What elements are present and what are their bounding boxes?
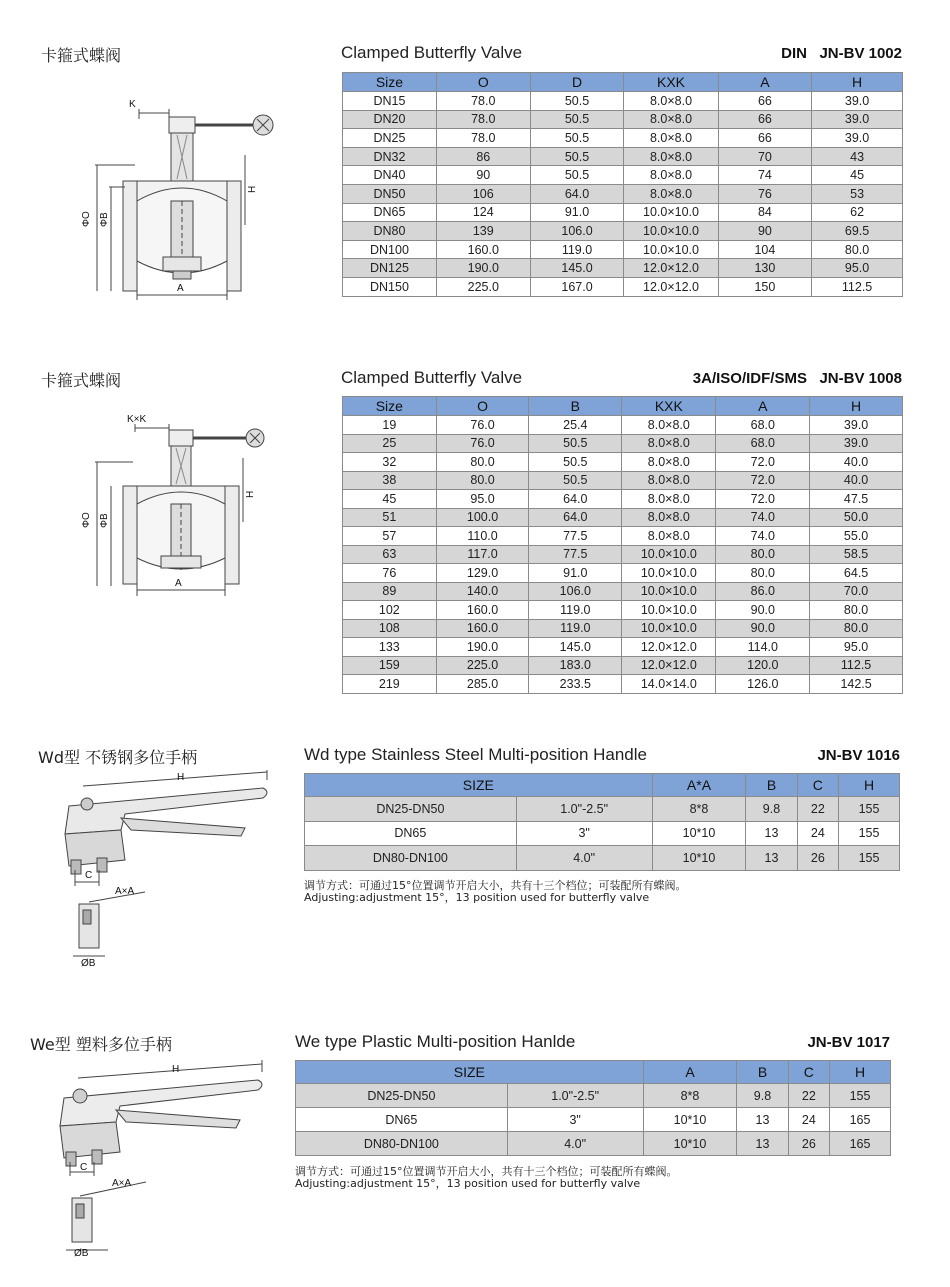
table-cell: 10*10 (652, 846, 746, 871)
dim-axa-label: A×A (115, 886, 135, 897)
table-row (296, 1132, 891, 1156)
table-cell: 84 (718, 203, 812, 222)
table-cell: 80.0 (810, 601, 903, 620)
table-cell: 1.0"-2.5" (507, 1084, 643, 1108)
table-cell: 50.5 (530, 166, 624, 185)
table-cell: 91.0 (529, 564, 622, 583)
table-cell: DN65 (296, 1108, 508, 1132)
section4-note (295, 1166, 678, 1190)
table-cell: 8.0×8.0 (624, 92, 718, 111)
table-cell: 233.5 (529, 675, 622, 694)
table-header-row (305, 774, 900, 797)
column-header: D (530, 73, 624, 92)
column-header: H (830, 1061, 891, 1084)
table-row (343, 434, 903, 453)
table-cell: 39.0 (812, 92, 903, 111)
table-cell: 24 (788, 1108, 830, 1132)
table-cell: 110.0 (436, 527, 529, 546)
table-cell: 12.0×12.0 (622, 656, 716, 675)
table-cell: 100.0 (436, 508, 529, 527)
table-cell: 74.0 (716, 527, 810, 546)
section4-en-title: We type Plastic Multi-position Hanlde (295, 1032, 576, 1051)
table-cell: 55.0 (810, 527, 903, 546)
table-cell: 225.0 (436, 277, 530, 296)
table-cell: 45 (343, 490, 437, 509)
table-cell: 90 (718, 222, 812, 241)
section4-product-code: JN-BV 1017 (807, 1034, 890, 1051)
table-cell: 219 (343, 675, 437, 694)
table-cell: 32 (343, 453, 437, 472)
table-cell: 106 (436, 184, 530, 203)
column-header: A (718, 73, 812, 92)
table-cell: 95.0 (810, 638, 903, 657)
table-cell: 50.5 (530, 147, 624, 166)
table-cell: 4.0" (507, 1132, 643, 1156)
table-cell: 43 (812, 147, 903, 166)
table-cell: 4.0" (516, 846, 652, 871)
table-row (343, 184, 903, 203)
table-cell: 225.0 (436, 656, 529, 675)
handle-drawing-wd (55, 770, 275, 970)
column-header: Size (343, 73, 437, 92)
table-cell: 90 (436, 166, 530, 185)
table-cell: 155 (839, 846, 900, 871)
column-header: B (737, 1061, 788, 1084)
table-cell: 95.0 (812, 259, 903, 278)
table-row (305, 846, 900, 871)
table-row (343, 638, 903, 657)
section2-cn-title: 卡箍式蝶阀 (41, 371, 122, 390)
table-cell: 165 (830, 1132, 891, 1156)
table-cell: 8.0×8.0 (622, 527, 716, 546)
table-row (343, 147, 903, 166)
table-row (305, 821, 900, 846)
table-cell: 22 (788, 1084, 830, 1108)
table-cell: 155 (839, 821, 900, 846)
table-cell: 10.0×10.0 (622, 601, 716, 620)
dim-kxk-label: K×K (127, 414, 147, 425)
table-cell: 8.0×8.0 (622, 453, 716, 472)
table-cell: 74 (718, 166, 812, 185)
table-cell: DN80-DN100 (305, 846, 517, 871)
valve-drawing-2 (75, 410, 275, 600)
table-cell: DN125 (343, 259, 437, 278)
table-cell: 13 (737, 1108, 788, 1132)
table-row (343, 508, 903, 527)
table-cell: 124 (436, 203, 530, 222)
table-cell: 106.0 (530, 222, 624, 241)
table-cell: 130 (718, 259, 812, 278)
table-cell: 8.0×8.0 (622, 508, 716, 527)
table-row (296, 1108, 891, 1132)
section3-en-title: Wd type Stainless Steel Multi-position Handle (304, 745, 647, 764)
table-cell: 3" (507, 1108, 643, 1132)
table-cell: 119.0 (529, 601, 622, 620)
table-row (343, 564, 903, 583)
table-cell: 80.0 (812, 240, 903, 259)
table-cell: 47.5 (810, 490, 903, 509)
table-cell: 63 (343, 545, 437, 564)
table-cell: 104 (718, 240, 812, 259)
section2-en-title: Clamped Butterfly Valve (341, 368, 523, 387)
table-cell: 3" (516, 821, 652, 846)
table-cell: 78.0 (436, 129, 530, 148)
column-header: O (436, 73, 530, 92)
table-cell: 76.0 (436, 434, 529, 453)
section2-product-code: 3A/ISO/IDF/SMS JN-BV 1008 (692, 370, 902, 387)
section3-cn-title: Wd型 不锈钢多位手柄 (38, 748, 198, 767)
dim-h-label: H (177, 772, 185, 783)
table-cell: 285.0 (436, 675, 529, 694)
table-cell: 10.0×10.0 (622, 545, 716, 564)
table-cell: DN40 (343, 166, 437, 185)
table-cell: 80.0 (436, 453, 529, 472)
table-cell: 160.0 (436, 619, 529, 638)
table-cell: 190.0 (436, 638, 529, 657)
dim-h-label: H (247, 185, 258, 193)
table-cell: 142.5 (810, 675, 903, 694)
table-cell: 102 (343, 601, 437, 620)
table-row (343, 453, 903, 472)
table-cell: 50.5 (529, 434, 622, 453)
column-header: A (716, 397, 810, 416)
table-cell: 77.5 (529, 527, 622, 546)
column-header: KXK (624, 73, 718, 92)
table-cell: 91.0 (530, 203, 624, 222)
table-cell: 69.5 (812, 222, 903, 241)
table-row (343, 545, 903, 564)
table-cell: 50.5 (530, 92, 624, 111)
dim-c-label: C (85, 870, 93, 881)
table-row (343, 166, 903, 185)
section1-cn-title: 卡箍式蝶阀 (41, 46, 122, 65)
table-cell: 112.5 (810, 656, 903, 675)
dim-k-label: K (129, 99, 136, 110)
table-cell: 8.0×8.0 (622, 434, 716, 453)
table-cell: 90.0 (716, 619, 810, 638)
table-cell: 13 (746, 821, 797, 846)
dim-h-label: H (172, 1064, 180, 1075)
table-cell: 72.0 (716, 490, 810, 509)
table-cell: 58.5 (810, 545, 903, 564)
table-row (343, 527, 903, 546)
table-cell: 8.0×8.0 (622, 490, 716, 509)
table-cell: 39.0 (812, 110, 903, 129)
table-cell: 140.0 (436, 582, 529, 601)
table-cell: 39.0 (810, 416, 903, 435)
table-cell: 86 (436, 147, 530, 166)
table-cell: 53 (812, 184, 903, 203)
table-cell: 183.0 (529, 656, 622, 675)
table-cell: 95.0 (436, 490, 529, 509)
section3-product-code: JN-BV 1016 (817, 747, 900, 764)
table-cell: DN65 (305, 821, 517, 846)
table-cell: 117.0 (436, 545, 529, 564)
table-cell: 8.0×8.0 (622, 416, 716, 435)
table-cell: 72.0 (716, 471, 810, 490)
column-header: H (839, 774, 900, 797)
handle-drawing-we (50, 1058, 270, 1258)
table-cell: DN25-DN50 (296, 1084, 508, 1108)
dim-b-label: ØB (74, 1248, 89, 1258)
table-cell: 8.0×8.0 (622, 471, 716, 490)
column-header: SIZE (296, 1061, 644, 1084)
spec-table-3 (304, 773, 900, 871)
table-cell: 50.5 (530, 110, 624, 129)
table-cell: 12.0×12.0 (624, 259, 718, 278)
spec-table-4 (295, 1060, 891, 1156)
table-cell: 50.5 (529, 471, 622, 490)
table-row (343, 601, 903, 620)
column-header: C (797, 774, 839, 797)
table-cell: 112.5 (812, 277, 903, 296)
table-cell: 10*10 (643, 1132, 737, 1156)
table-cell: 10*10 (652, 821, 746, 846)
table-cell: 80.0 (810, 619, 903, 638)
column-header: SIZE (305, 774, 653, 797)
table-cell: 38 (343, 471, 437, 490)
table-cell: 50.5 (529, 453, 622, 472)
column-header: B (746, 774, 797, 797)
table-row (343, 110, 903, 129)
table-row (343, 259, 903, 278)
note-cn: 调节方式：可通过15°位置调节开启大小，共有十三个档位；可装配所有蝶阀。 (304, 879, 687, 892)
spec-table-2 (342, 396, 903, 694)
table-cell: 165 (830, 1108, 891, 1132)
table-cell: 10*10 (643, 1108, 737, 1132)
table-row (343, 490, 903, 509)
table-header-row (296, 1061, 891, 1084)
dim-axa-label: A×A (112, 1178, 132, 1189)
table-row (343, 129, 903, 148)
table-cell: 66 (718, 92, 812, 111)
table-cell: 62 (812, 203, 903, 222)
table-cell: 70.0 (810, 582, 903, 601)
table-row (296, 1084, 891, 1108)
table-cell: 39.0 (810, 434, 903, 453)
dim-b-label: ØB (81, 958, 96, 969)
table-cell: 119.0 (529, 619, 622, 638)
table-cell: DN20 (343, 110, 437, 129)
section4-cn-title: We型 塑料多位手柄 (30, 1035, 172, 1054)
table-cell: 160.0 (436, 240, 530, 259)
table-cell: 50.0 (810, 508, 903, 527)
column-header: Size (343, 397, 437, 416)
table-cell: 133 (343, 638, 437, 657)
table-cell: DN25 (343, 129, 437, 148)
table-cell: 78.0 (436, 110, 530, 129)
table-cell: 64.0 (529, 490, 622, 509)
table-cell: 10.0×10.0 (622, 619, 716, 638)
column-header: B (529, 397, 622, 416)
column-header: A*A (652, 774, 746, 797)
table-cell: DN25-DN50 (305, 797, 517, 822)
table-cell: 120.0 (716, 656, 810, 675)
table-cell: 57 (343, 527, 437, 546)
table-cell: DN65 (343, 203, 437, 222)
table-cell: 68.0 (716, 416, 810, 435)
table-cell: 160.0 (436, 601, 529, 620)
table-cell: 8*8 (652, 797, 746, 822)
table-cell: 150 (718, 277, 812, 296)
table-cell: 8.0×8.0 (624, 147, 718, 166)
table-cell: 77.5 (529, 545, 622, 564)
table-cell: 64.5 (810, 564, 903, 583)
table-row (343, 619, 903, 638)
table-cell: 89 (343, 582, 437, 601)
table-cell: 8.0×8.0 (624, 184, 718, 203)
table-cell: DN32 (343, 147, 437, 166)
table-row (343, 416, 903, 435)
table-cell: 12.0×12.0 (624, 277, 718, 296)
note-cn: 调节方式：可通过15°位置调节开启大小，共有十三个档位；可装配所有蝶阀。 (295, 1165, 678, 1178)
table-cell: 40.0 (810, 453, 903, 472)
column-header: H (810, 397, 903, 416)
table-cell: 80.0 (436, 471, 529, 490)
table-header-row (343, 397, 903, 416)
section3-note (304, 880, 687, 904)
table-cell: 155 (830, 1084, 891, 1108)
table-cell: 51 (343, 508, 437, 527)
table-cell: 8.0×8.0 (624, 129, 718, 148)
table-cell: 10.0×10.0 (624, 240, 718, 259)
dim-b-label: ΦB (99, 212, 110, 227)
table-cell: 64.0 (529, 508, 622, 527)
table-cell: 19 (343, 416, 437, 435)
valve-drawing-1 (75, 95, 275, 300)
table-cell: 119.0 (530, 240, 624, 259)
column-header: O (436, 397, 529, 416)
table-row (343, 277, 903, 296)
table-row (343, 471, 903, 490)
table-cell: 167.0 (530, 277, 624, 296)
note-en: Adjusting:adjustment 15°，13 position used for butterfly valve (295, 1177, 641, 1190)
dim-o-label: ΦO (81, 211, 92, 227)
dim-a-label: A (175, 578, 182, 589)
table-cell: 126.0 (716, 675, 810, 694)
table-cell: 106.0 (529, 582, 622, 601)
table-cell: 1.0"-2.5" (516, 797, 652, 822)
note-en: Adjusting:adjustment 15°，13 position used for butterfly valve (304, 891, 650, 904)
table-row (343, 240, 903, 259)
table-row (343, 675, 903, 694)
table-cell: 108 (343, 619, 437, 638)
table-cell: DN100 (343, 240, 437, 259)
table-cell: DN150 (343, 277, 437, 296)
table-cell: 8*8 (643, 1084, 737, 1108)
table-cell: 78.0 (436, 92, 530, 111)
table-cell: 76 (718, 184, 812, 203)
table-cell: 24 (797, 821, 839, 846)
table-cell: 80.0 (716, 564, 810, 583)
table-cell: 13 (746, 846, 797, 871)
table-cell: 26 (788, 1132, 830, 1156)
table-cell: 45 (812, 166, 903, 185)
dim-c-label: C (80, 1162, 88, 1173)
table-row (305, 797, 900, 822)
spec-table-1 (342, 72, 903, 297)
section1-product-code: DIN JN-BV 1002 (781, 45, 902, 62)
dim-b-label: ΦB (99, 513, 110, 528)
table-cell: 74.0 (716, 508, 810, 527)
table-cell: 8.0×8.0 (624, 110, 718, 129)
column-header: H (812, 73, 903, 92)
table-cell: 68.0 (716, 434, 810, 453)
table-cell: 76 (343, 564, 437, 583)
dim-h-label: H (245, 490, 256, 498)
table-cell: 159 (343, 656, 437, 675)
table-row (343, 656, 903, 675)
table-cell: 14.0×14.0 (622, 675, 716, 694)
table-row (343, 92, 903, 111)
table-cell: 10.0×10.0 (622, 564, 716, 583)
table-header-row (343, 73, 903, 92)
section1-en-title: Clamped Butterfly Valve (341, 43, 523, 62)
table-cell: 190.0 (436, 259, 530, 278)
column-header: KXK (622, 397, 716, 416)
table-cell: 40.0 (810, 471, 903, 490)
table-cell: 76.0 (436, 416, 529, 435)
table-cell: 114.0 (716, 638, 810, 657)
table-cell: 12.0×12.0 (622, 638, 716, 657)
table-row (343, 582, 903, 601)
table-row (343, 222, 903, 241)
table-cell: 22 (797, 797, 839, 822)
table-cell: 10.0×10.0 (622, 582, 716, 601)
table-cell: 145.0 (530, 259, 624, 278)
table-cell: 70 (718, 147, 812, 166)
table-cell: 25 (343, 434, 437, 453)
table-row (343, 203, 903, 222)
dim-o-label: ΦO (81, 512, 92, 528)
table-cell: 25.4 (529, 416, 622, 435)
table-cell: 26 (797, 846, 839, 871)
table-cell: 64.0 (530, 184, 624, 203)
table-cell: 39.0 (812, 129, 903, 148)
table-cell: 66 (718, 129, 812, 148)
table-cell: DN80 (343, 222, 437, 241)
table-cell: 10.0×10.0 (624, 203, 718, 222)
column-header: C (788, 1061, 830, 1084)
table-cell: DN15 (343, 92, 437, 111)
table-cell: 66 (718, 110, 812, 129)
table-cell: 80.0 (716, 545, 810, 564)
table-cell: DN80-DN100 (296, 1132, 508, 1156)
table-cell: 10.0×10.0 (624, 222, 718, 241)
table-cell: 139 (436, 222, 530, 241)
table-cell: 72.0 (716, 453, 810, 472)
table-cell: 145.0 (529, 638, 622, 657)
table-cell: 129.0 (436, 564, 529, 583)
table-cell: 13 (737, 1132, 788, 1156)
table-cell: 9.8 (746, 797, 797, 822)
table-cell: 155 (839, 797, 900, 822)
table-cell: 50.5 (530, 129, 624, 148)
table-cell: 90.0 (716, 601, 810, 620)
column-header: A (643, 1061, 737, 1084)
table-cell: 9.8 (737, 1084, 788, 1108)
table-cell: 86.0 (716, 582, 810, 601)
dim-a-label: A (177, 283, 184, 294)
table-cell: 8.0×8.0 (624, 166, 718, 185)
table-cell: DN50 (343, 184, 437, 203)
